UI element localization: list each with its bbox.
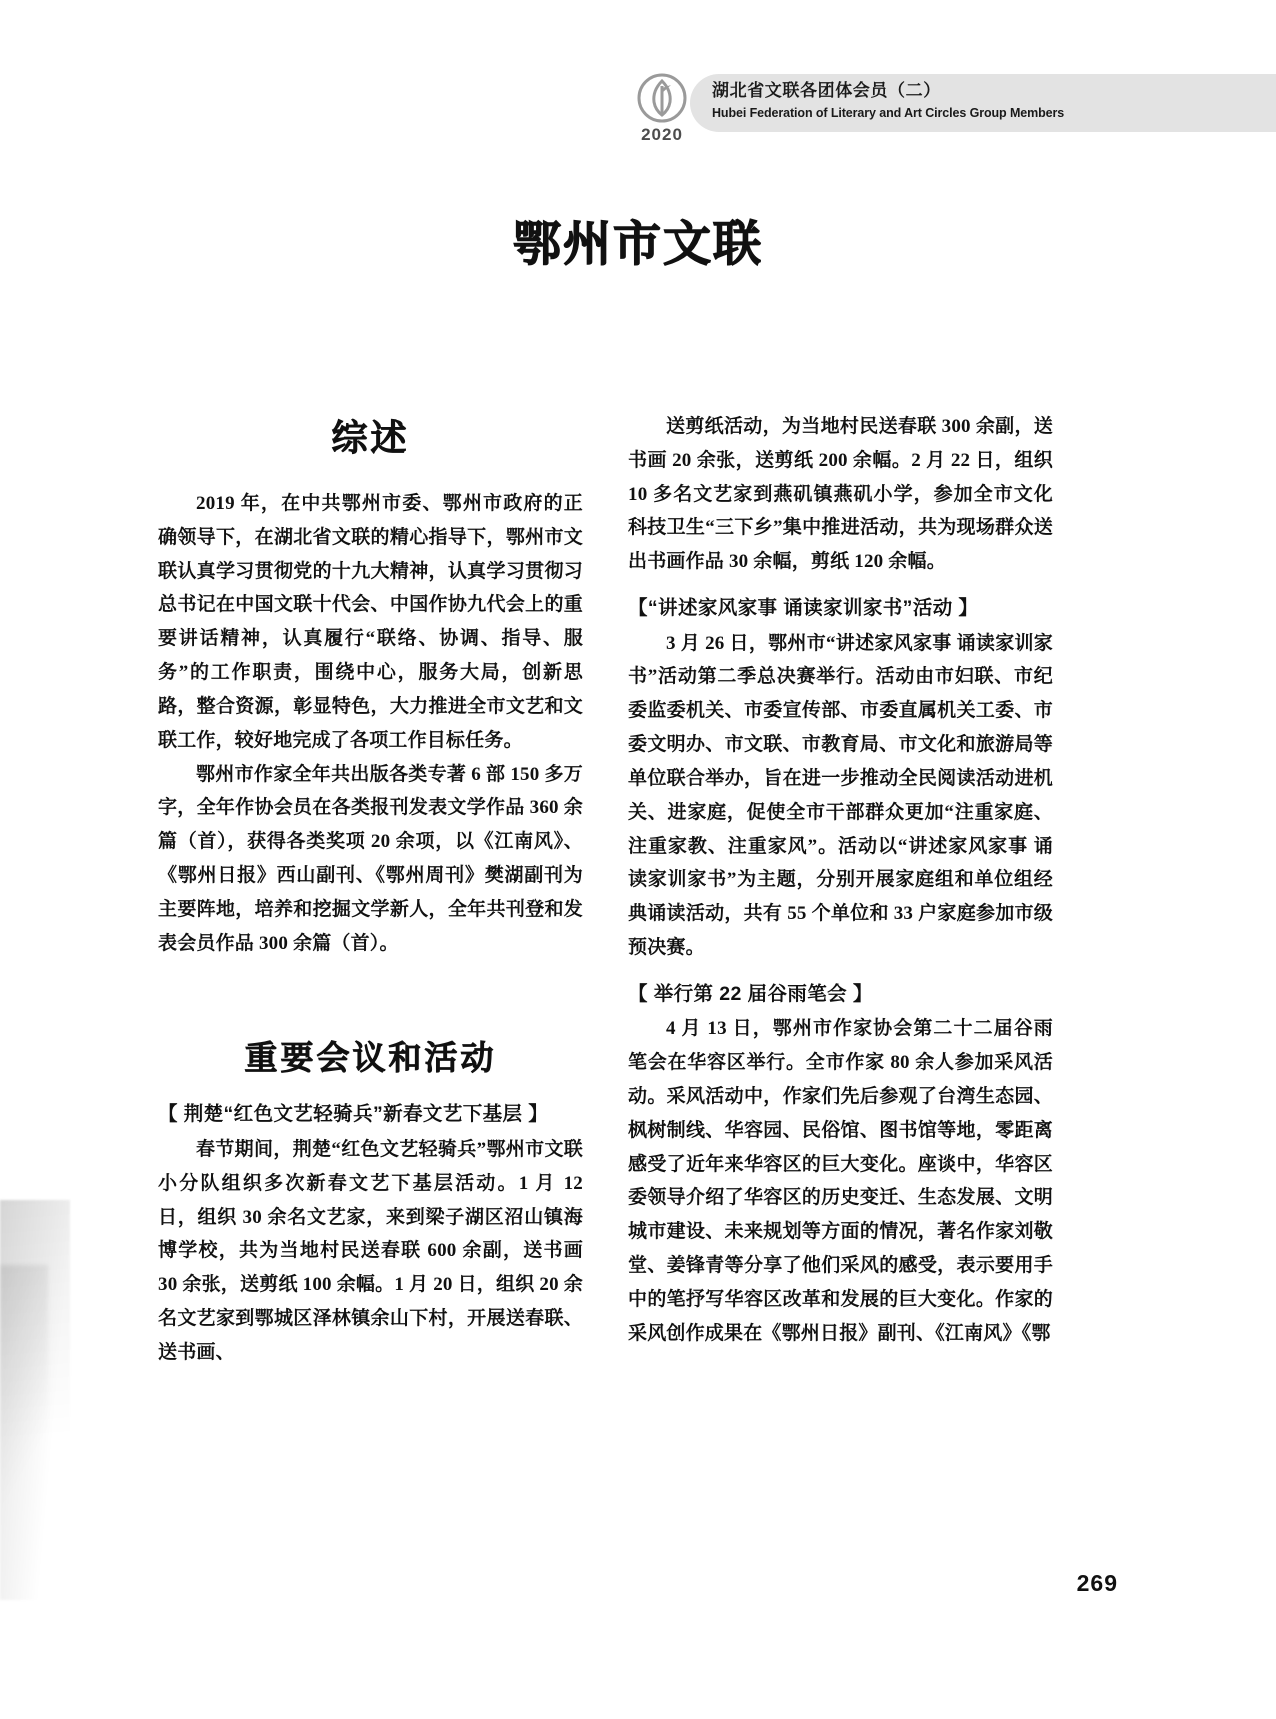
- paragraph: 4 月 13 日，鄂州市作家协会第二十二届谷雨笔会在华容区举行。全市作家 80 余人参加采风活动。采风活动中，作家们先后参观了台湾生态园、枫树制线、华容园、民俗馆、图书馆等地，零距离感受了近年来华容区的巨大变化。座谈中，华容区委领导介绍了华容区的历史变迁、生态发展、文明城市建设、未来规划等方面的情况，著名作家刘敬堂、姜锋青等分享了他们采风的感受，表示要用手中的笔抒写华容区改革和发展的巨大变化。作家的采风创作成果在《鄂州日报》副刊、《江南风》《鄂: [628, 1018, 1053, 1344]
- section-title-overview: 综述: [331, 417, 410, 458]
- header-logo: [629, 72, 695, 145]
- scan-watermark: [0, 1200, 70, 1600]
- article-columns: [158, 410, 1120, 1530]
- paragraph: 3 月 26 日，鄂州市“讲述家风家事 诵读家训家书”活动第二季总决赛举行。活动由市妇联、市纪委监委机关、市委宣传部、市委直属机关工委、市委文明办、市文联、市教育局、市文化和旅游局等单位联合举办，旨在进一步推动全民阅读活动进机关、进家庭，促使全市干部群众更加“注重家庭、注重家教、注重家风”。活动以“讲述家风家事 诵读家训家书”为主题，分别开展家庭组和单位组经典诵读活动，共有 55 个单位和 33 户家庭参加市级预决赛。: [628, 632, 1053, 958]
- hubei-federation-emblem-icon: [629, 72, 695, 124]
- paragraph: 2019 年，在中共鄂州市委、鄂州市政府的正确领导下，在湖北省文联的精心指导下，鄂州市文联认真学习贯彻党的十九大精神，认真学习贯彻习总书记在中国文联十代会、中国作协九代会上的重要讲话精神，认真履行“联络、协调、指导、服务”的工作职责，围绕中心，服务大局，创新思路，整合资源，彰显特色，大力推进全市文艺和文联工作，较好地完成了各项工作目标任务。: [158, 493, 583, 751]
- header-year: 2020: [641, 125, 683, 144]
- page-title: 鄂州市文联: [512, 218, 763, 271]
- header-title-en: Hubei Federation of Literary and Art Circles Group Members: [712, 106, 1065, 121]
- header-text-block: [712, 80, 1064, 121]
- page-number: 269: [1076, 1570, 1118, 1596]
- paragraph-continued: 送剪纸活动，为当地村民送春联 300 余副，送书画 20 余张，送剪纸 200 余幅。2 月 22 日，组织 10 多名文艺家到燕矶镇燕矶小学，参加全市文化科技卫生“三下乡”集中推进活动，共为现场群众送出书画作品 30 余幅，剪纸 120 余幅。: [628, 416, 1053, 573]
- scan-watermark-secondary: [0, 1265, 48, 1515]
- paragraph: 鄂州市作家全年共出版各类专著 6 部 150 多万字，全年作协会员在各类报刊发表文学作品 360 余篇（首），获得各类奖项 20 余项，以《江南风》、《鄂州日报》西山副刊、《鄂州周刊》樊湖副刊为主要阵地，培养和挖掘文学新人，全年共刊登和发表会员作品 300 余篇（首）。: [158, 763, 583, 954]
- running-header: [0, 74, 1276, 144]
- subheading-22nd-guyu-writers-gathering: 【 举行第 22 届谷雨笔会 】: [628, 982, 873, 1005]
- paragraph: 春节期间，荆楚“红色文艺轻骑兵”鄂州市文联小分队组织多次新春文艺下基层活动。1 月 12 日，组织 30 余名文艺家，来到梁子湖区沼山镇海博学校，共为当地村民送春联 600 余副，送书画 30 余张，送剪纸 100 余幅。1 月 20 日，组织 20 余名文艺家到鄂城区泽林镇余山下村，开展送春联、送书画、: [158, 1138, 583, 1363]
- section-title-meetings: 重要会议和活动: [244, 1039, 497, 1077]
- subheading-family-tradition-reading: 【“讲述家风家事 诵读家训家书”活动 】: [628, 597, 979, 620]
- left-column: [158, 410, 583, 1370]
- header-title-cn: 湖北省文联各团体会员（二）: [712, 81, 941, 100]
- right-column: [628, 410, 1053, 1350]
- subheading-red-light-cavalry: 【 荆楚“红色文艺轻骑兵”新春文艺下基层 】: [158, 1103, 549, 1126]
